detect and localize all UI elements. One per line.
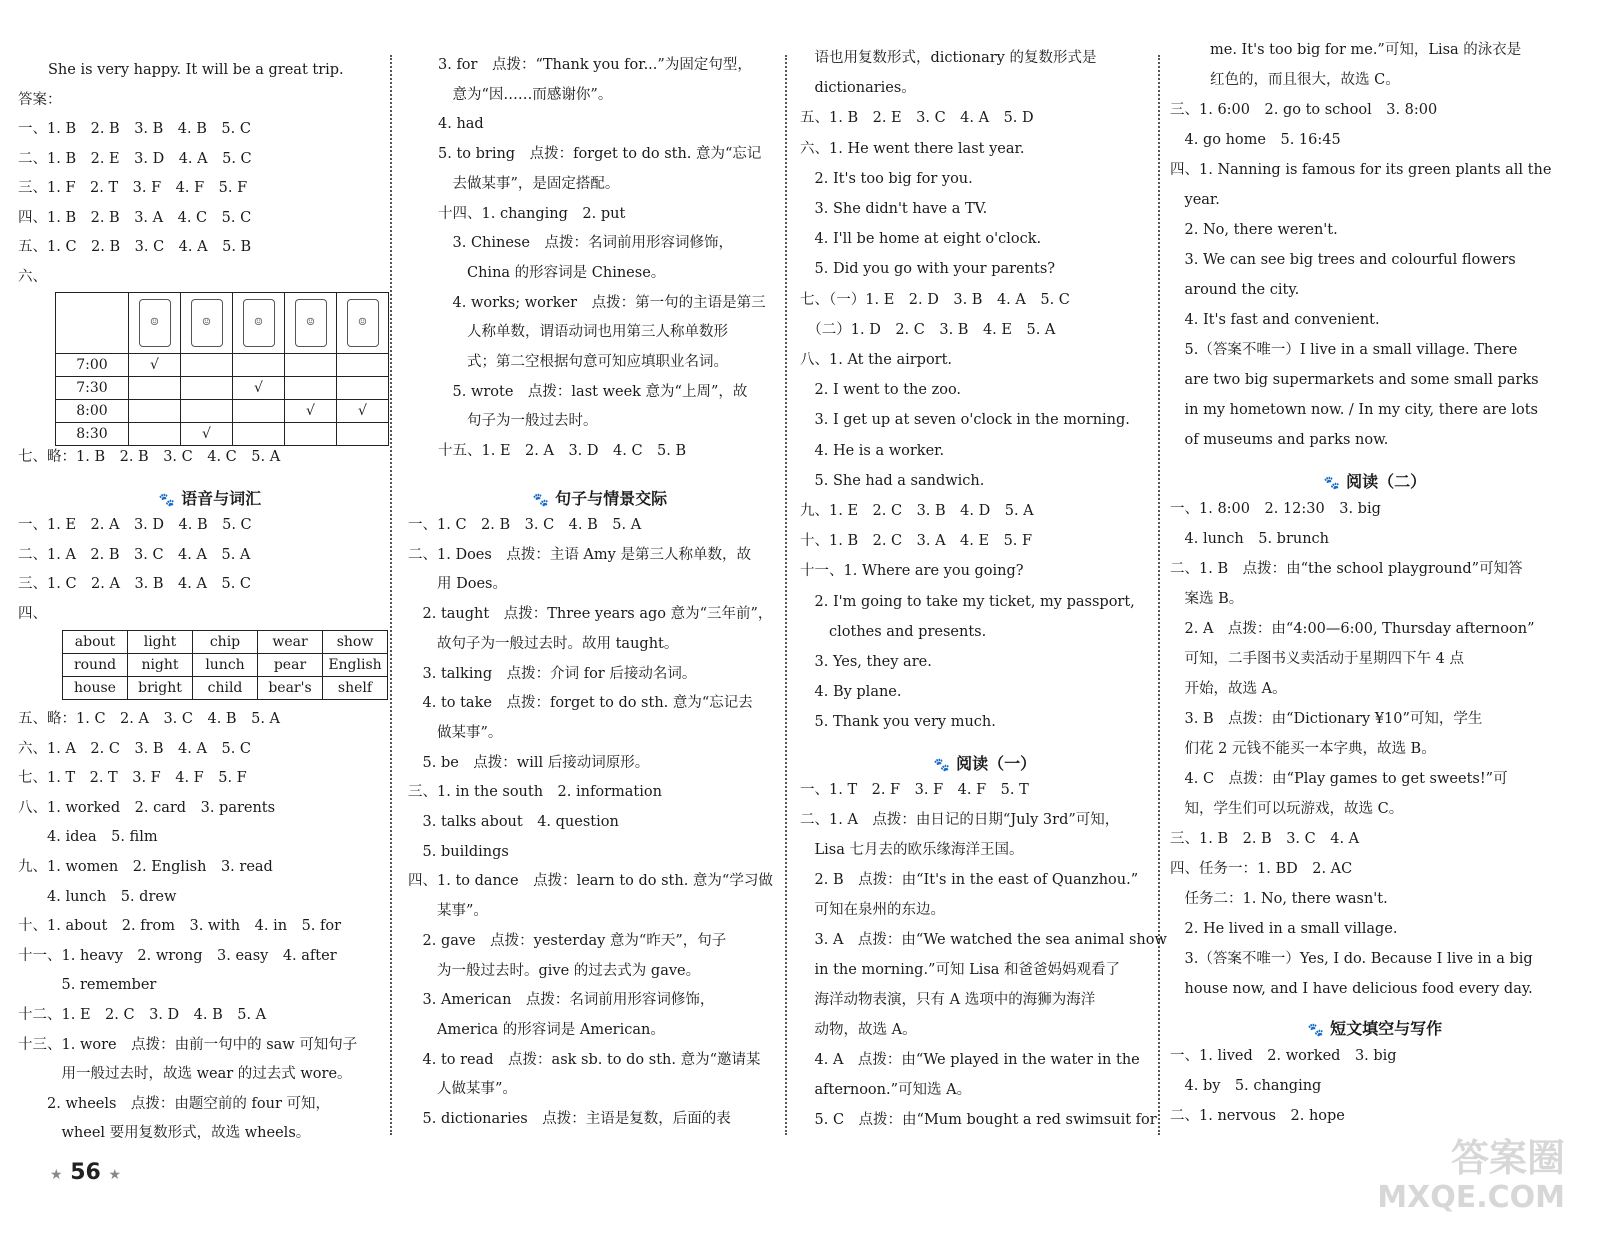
- answer-line: 3. talking 点拨：介词 for 后接动名词。: [408, 665, 697, 682]
- section-heading: [1245, 1016, 1505, 1039]
- answer-line: 4. I'll be home at eight o'clock.: [800, 231, 1042, 248]
- answer-line: 4. lunch 5. drew: [18, 888, 177, 905]
- check-cell: [337, 377, 389, 400]
- answer-line: 意为“因……而感谢你”。: [438, 86, 613, 103]
- answer-line: 八、1. At the airport.: [800, 352, 953, 368]
- page-number-text: 56: [70, 1160, 101, 1185]
- answer-line: 人称单数，谓语动词也用第三人称单数形: [438, 324, 728, 341]
- answer-line: 语也用复数形式，dictionary 的复数形式是: [800, 50, 1097, 66]
- answer-line: 5. Thank you very much.: [800, 714, 996, 731]
- answer-line: 4. lunch 5. brunch: [1170, 531, 1330, 547]
- teacher-picture-icon: ☺: [139, 299, 171, 347]
- answer-line: 知，学生们可以玩游戏，故选 C。: [1170, 801, 1404, 817]
- answer-line: 用 Does。: [408, 576, 507, 593]
- answer-line: in my hometown now. / In my city, there are lots: [1170, 402, 1538, 418]
- star-icon: ★: [108, 1167, 122, 1183]
- answer-line: 3.（答案不唯一）Yes, I do. Because I live in a big: [1170, 951, 1533, 967]
- answer-line: 5. to bring 点拨：forget to do sth. 意为“忘记: [438, 146, 762, 163]
- check-cell: [181, 354, 233, 377]
- answer-line: 4. to read 点拨：ask sb. to do sth. 意为“邀请某: [408, 1051, 761, 1068]
- check-cell: [233, 400, 285, 423]
- answer-line: clothes and presents.: [800, 623, 987, 640]
- check-cell: √: [233, 377, 285, 400]
- section-title: 句子与情景交际: [555, 489, 668, 508]
- answer-line: 4. go home 5. 16:45: [1170, 132, 1341, 148]
- answer-line: 故句子为一般过去时。故用 taught。: [408, 635, 679, 652]
- answer-line: 三、1. 6:00 2. go to school 3. 8:00: [1170, 102, 1438, 118]
- answer-line: 二、1. A 2. B 3. C 4. A 5. A: [18, 546, 251, 563]
- paw-icon: 🐾: [158, 493, 176, 508]
- column-divider: [1158, 55, 1160, 1135]
- answer-line: 4. by 5. changing: [1170, 1078, 1322, 1094]
- check-cell: √: [337, 400, 389, 423]
- answer-line: 5. She had a sandwich.: [800, 472, 985, 489]
- answer-line: 三、1. C 2. A 3. B 4. A 5. C: [18, 576, 252, 592]
- answer-line: 五、略：1. C 2. A 3. C 4. B 5. A: [18, 711, 281, 727]
- answer-line: 4. By plane.: [800, 684, 902, 701]
- answer-line: 3. talks about 4. question: [408, 814, 619, 830]
- word-table: [62, 630, 388, 700]
- answer-line: 动物，故选 A。: [800, 1022, 917, 1038]
- check-cell: [233, 354, 285, 377]
- answer-line: 5. wrote 点拨：last week 意为“上周”，故: [438, 383, 748, 400]
- table-row: [63, 654, 388, 677]
- word-cell: bright: [128, 677, 193, 700]
- answer-line: 可知在泉州的东边。: [800, 902, 945, 918]
- check-cell: [337, 423, 389, 446]
- answer-line: 四、1. B 2. B 3. A 4. C 5. C: [18, 209, 252, 226]
- answer-line: 十四、1. changing 2. put: [438, 205, 626, 222]
- table-row: [63, 677, 388, 700]
- answer-line: 5. Did you go with your parents?: [800, 261, 1056, 278]
- answer-line: 十、1. B 2. C 3. A 4. E 5. F: [800, 533, 1033, 550]
- answer-line: 三、1. B 2. B 3. C 4. A: [1170, 831, 1360, 847]
- table-row: [56, 400, 389, 423]
- answer-line: 4. had: [438, 116, 484, 133]
- answer-line: afternoon.”可知选 A。: [800, 1082, 972, 1098]
- answer-line: 2. B 点拨：由“It's in the east of Quanzhou.”: [800, 872, 1139, 888]
- answer-line: 4. He is a worker.: [800, 442, 945, 459]
- answer-line: 任务二：1. No, there wasn't.: [1170, 891, 1388, 907]
- section-heading: [470, 486, 730, 509]
- word-cell: pear: [258, 654, 323, 677]
- answer-line: 二、1. nervous 2. hope: [1170, 1108, 1345, 1124]
- answer-line: 2. wheels 点拨：由题空前的 four 可知，: [18, 1095, 331, 1112]
- dancer-picture-icon: ☺: [295, 299, 327, 347]
- answer-line: 二、1. A 点拨：由日记的日期“July 3rd”可知，: [800, 812, 1120, 828]
- answer-line: 七、1. T 2. T 3. F 4. F 5. F: [18, 770, 247, 787]
- answer-line: 三、1. in the south 2. information: [408, 784, 662, 801]
- table-row: [56, 377, 389, 400]
- answer-line: 八、1. worked 2. card 3. parents: [18, 799, 276, 816]
- answer-line: 九、1. women 2. English 3. read: [18, 859, 273, 875]
- doctor-picture-icon: ☺: [191, 299, 223, 347]
- answer-line: 一、1. T 2. F 3. F 4. F 5. T: [800, 782, 1029, 798]
- word-cell: child: [193, 677, 258, 700]
- column-divider: [390, 55, 392, 1135]
- answer-line: She is very happy. It will be a great trip.: [48, 62, 344, 78]
- answer-line: me. It's too big for me.”可知，Lisa 的泳衣是: [1210, 42, 1522, 58]
- word-cell: chip: [193, 631, 258, 654]
- paw-icon: 🐾: [1307, 1023, 1325, 1038]
- check-cell: √: [285, 400, 337, 423]
- paw-icon: 🐾: [532, 493, 550, 508]
- answer-line: 3. Chinese 点拨：名词前用形容词修饰，: [438, 235, 733, 252]
- time-cell: 7:00: [56, 354, 129, 377]
- answer-line: 4. works; worker 点拨：第一句的主语是第三: [438, 294, 766, 311]
- answer-line: 一、1. B 2. B 3. B 4. B 5. C: [18, 121, 251, 137]
- table-row: [63, 631, 388, 654]
- answer-line: 5. remember: [18, 977, 157, 994]
- paw-icon: 🐾: [1323, 476, 1341, 491]
- answer-line: 2. A 点拨：由“4:00—6:00, Thursday afternoon”: [1170, 621, 1535, 637]
- answer-line: 3. Yes, they are.: [800, 654, 932, 670]
- schedule-table: [55, 292, 389, 446]
- section-title: 阅读（二）: [1346, 472, 1427, 491]
- answer-line: 2. It's too big for you.: [800, 170, 973, 187]
- answer-line: are two big supermarkets and some small parks: [1170, 372, 1539, 388]
- answer-line: 用一般过去时，故选 wear 的过去式 wore。: [18, 1066, 352, 1083]
- page-number: [50, 1160, 121, 1185]
- answer-line: in the morning.”可知 Lisa 和爸爸妈妈观看了: [800, 962, 1121, 978]
- answer-line: 九、1. E 2. C 3. B 4. D 5. A: [800, 503, 1034, 519]
- answer-line: 5. be 点拨：will 后接动词原形。: [408, 754, 650, 771]
- check-cell: [233, 423, 285, 446]
- answer-line: 3. I get up at seven o'clock in the morning.: [800, 412, 1130, 429]
- section-heading: [1245, 469, 1505, 492]
- answer-line: 3. American 点拨：名词前用形容词修饰，: [408, 992, 715, 1009]
- answer-line: 为一般过去时。give 的过去式为 gave。: [408, 962, 701, 979]
- section-heading: [855, 751, 1115, 774]
- check-cell: [181, 400, 233, 423]
- answer-line: 句子为一般过去时。: [438, 413, 598, 430]
- word-cell: wear: [258, 631, 323, 654]
- answer-line: 十五、1. E 2. A 3. D 4. C 5. B: [438, 443, 687, 460]
- answer-line: 一、1. C 2. B 3. C 4. B 5. A: [408, 517, 642, 533]
- answer-line: 人做某事”。: [408, 1081, 517, 1098]
- check-cell: [337, 354, 389, 377]
- word-cell: bear's: [258, 677, 323, 700]
- answer-line: America 的形容词是 American。: [408, 1021, 665, 1038]
- check-cell: [285, 423, 337, 446]
- word-cell: English: [323, 654, 388, 677]
- answer-line: 十二、1. E 2. C 3. D 4. B 5. A: [18, 1007, 267, 1023]
- word-cell: shelf: [323, 677, 388, 700]
- answer-line: 六、1. A 2. C 3. B 4. A 5. C: [18, 740, 252, 757]
- check-cell: [285, 354, 337, 377]
- section-heading: [80, 486, 340, 509]
- answer-line: 十、1. about 2. from 3. with 4. in 5. for: [18, 918, 342, 935]
- answer-line: year.: [1170, 192, 1220, 208]
- answer-line: 一、1. E 2. A 3. D 4. B 5. C: [18, 517, 252, 533]
- answer-line: 三、1. F 2. T 3. F 4. F 5. F: [18, 180, 248, 196]
- answer-line: 5. buildings: [408, 843, 509, 860]
- check-cell: [129, 423, 181, 446]
- answer-line: 5. dictionaries 点拨：主语是复数，后面的表: [408, 1111, 731, 1127]
- answer-line: 2. gave 点拨：yesterday 意为“昨天”，句子: [408, 932, 727, 949]
- answer-line: 4. A 点拨：由“We played in the water in the: [800, 1052, 1140, 1068]
- answer-line: Lisa 七月去的欧乐缘海洋王国。: [800, 842, 1024, 858]
- answer-line: around the city.: [1170, 282, 1300, 298]
- check-cell: √: [129, 354, 181, 377]
- word-cell: show: [323, 631, 388, 654]
- answer-line: 开始，故选 A。: [1170, 681, 1287, 697]
- answer-line: 二、1. B 点拨：由“the school playground”可知答: [1170, 561, 1523, 577]
- answer-line: 一、1. lived 2. worked 3. big: [1170, 1048, 1397, 1064]
- nurse-picture-icon: ☺: [243, 299, 275, 347]
- answer-line: 4. C 点拨：由“Play games to get sweets!”可: [1170, 771, 1508, 787]
- table-row: [56, 354, 389, 377]
- section-title: 阅读（一）: [956, 754, 1037, 773]
- answer-line: 3. We can see big trees and colourful flowers: [1170, 252, 1516, 268]
- table-row: [56, 423, 389, 446]
- answer-line: 3. A 点拨：由“We watched the sea animal show: [800, 932, 1167, 948]
- answer-line: 二、1. Does 点拨：主语 Amy 是第三人称单数，故: [408, 546, 751, 563]
- answer-line: wheel 要用复数形式，故选 wheels。: [18, 1125, 311, 1142]
- answer-line: of museums and parks now.: [1170, 432, 1389, 448]
- band-picture-icon: ☺: [347, 299, 379, 347]
- answer-line: 2. I went to the zoo.: [800, 382, 962, 399]
- answer-line: 答案：: [18, 91, 62, 108]
- check-cell: [285, 377, 337, 400]
- star-icon: ★: [50, 1167, 63, 1183]
- answer-line: 二、1. B 2. E 3. D 4. A 5. C: [18, 150, 252, 167]
- answer-line: 4. to take 点拨：forget to do sth. 意为“忘记去: [408, 695, 753, 712]
- answer-line: 去做某事”，是固定搭配。: [438, 175, 620, 192]
- answer-line: 可知，二手图书义卖活动于星期四下午 4 点: [1170, 651, 1464, 667]
- answer-line: 七、（一）1. E 2. D 3. B 4. A 5. C: [800, 291, 1070, 308]
- answer-line: 七、略：1. B 2. B 3. C 4. C 5. A: [18, 449, 281, 465]
- answer-line: 十一、1. heavy 2. wrong 3. easy 4. after: [18, 947, 337, 964]
- answer-line: 4. It's fast and convenient.: [1170, 312, 1380, 328]
- time-cell: 8:00: [56, 400, 129, 423]
- check-cell: [181, 377, 233, 400]
- answer-line: 十三、1. wore 点拨：由前一句中的 saw 可知句子: [18, 1036, 358, 1053]
- word-cell: house: [63, 677, 128, 700]
- paw-icon: 🐾: [933, 758, 951, 773]
- time-cell: 8:30: [56, 423, 129, 446]
- word-cell: lunch: [193, 654, 258, 677]
- answer-line: 五、1. C 2. B 3. C 4. A 5. B: [18, 239, 252, 255]
- answer-line: 做某事”。: [408, 724, 503, 741]
- answer-line: 们花 2 元钱不能买一本字典，故选 B。: [1170, 741, 1436, 757]
- answer-line: 2. I'm going to take my ticket, my passport,: [800, 593, 1135, 610]
- word-cell: light: [128, 631, 193, 654]
- answer-line: 四、1. to dance 点拨：learn to do sth. 意为“学习做: [408, 873, 773, 890]
- answer-line: 四、1. Nanning is famous for its green plants all the: [1170, 162, 1552, 178]
- answer-line: 式；第二空根据句意可知应填职业名词。: [438, 354, 728, 370]
- check-cell: √: [181, 423, 233, 446]
- word-cell: night: [128, 654, 193, 677]
- answer-line: China 的形容词是 Chinese。: [438, 264, 666, 281]
- answer-line: 四、任务一：1. BD 2. AC: [1170, 861, 1353, 877]
- answer-line: dictionaries。: [800, 80, 916, 97]
- answer-line: 六、: [18, 268, 47, 285]
- answer-line: 红色的，而且很大，故选 C。: [1210, 72, 1400, 88]
- answer-line: 2. He lived in a small village.: [1170, 921, 1398, 937]
- check-cell: [129, 377, 181, 400]
- answer-line: 海洋动物表演，只有 A 选项中的海狮为海洋: [800, 992, 1096, 1008]
- answer-line: house now, and I have delicious food every day.: [1170, 981, 1533, 997]
- section-title: 短文填空与写作: [1330, 1019, 1443, 1038]
- section-title: 语音与词汇: [181, 489, 262, 508]
- answer-line: 一、1. 8:00 2. 12:30 3. big: [1170, 501, 1381, 517]
- answer-line: 3. B 点拨：由“Dictionary ¥10”可知，学生: [1170, 711, 1483, 727]
- answer-line: 3. She didn't have a TV.: [800, 201, 988, 217]
- answer-line: （二）1. D 2. C 3. B 4. E 5. A: [800, 321, 1056, 338]
- watermark-logo: 答案圈 MXQE.COM: [1377, 1136, 1565, 1215]
- answer-line: 某事”。: [408, 903, 488, 920]
- answer-line: 2. taught 点拨：Three years ago 意为“三年前”，: [408, 606, 773, 623]
- check-cell: [129, 400, 181, 423]
- column-divider: [785, 55, 787, 1135]
- answer-line: 六、1. He went there last year.: [800, 140, 1025, 157]
- answer-line: 案选 B。: [1170, 591, 1244, 607]
- answer-line: 4. idea 5. film: [18, 829, 158, 846]
- time-cell: 7:30: [56, 377, 129, 400]
- answer-line: 四、: [18, 605, 47, 622]
- answer-line: 2. No, there weren't.: [1170, 222, 1338, 238]
- word-cell: about: [63, 631, 128, 654]
- word-cell: round: [63, 654, 128, 677]
- answer-line: 5. C 点拨：由“Mum bought a red swimsuit for: [800, 1112, 1157, 1128]
- answer-line: 5.（答案不唯一）I live in a small village. There: [1170, 342, 1518, 358]
- answer-line: 五、1. B 2. E 3. C 4. A 5. D: [800, 110, 1034, 127]
- answer-line: 3. for 点拨：“Thank you for...”为固定句型，: [438, 57, 752, 73]
- answer-line: 十一、1. Where are you going?: [800, 563, 1024, 580]
